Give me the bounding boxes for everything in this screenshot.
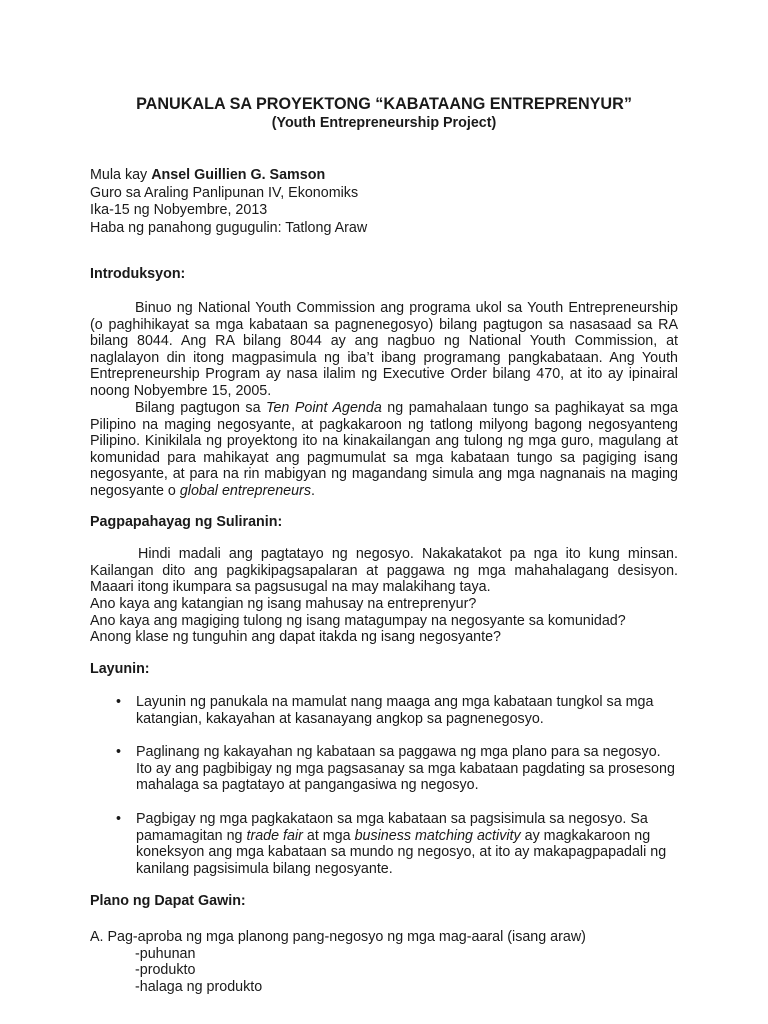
goals-list bbox=[90, 811, 678, 877]
bullet-icon: • bbox=[116, 694, 122, 710]
intro-paragraph-1: Binuo ng National Youth Commission ang programa ukol sa Youth Entrepreneurship (o paghihikayat sa mga kabataan sa pagnenegosyo) bilang pagtugon sa nasasaad sa RA bilang 8044. Ang RA bilang 8044 ay ang nagbuo ng National Youth Commission, at naglalayon din itong magpasimula ng iba’t ibang programang pangkabataan. Ang Youth Entrepreneurship Program ay nasa ilalim ng Executive Order bilang 470, at ito ay ipinairal noong Nobyembre 15, 2005. bbox=[90, 300, 678, 399]
problem-paragraph: Hindi madali ang pagtatayo ng negosyo. Nakakatakot pa nga ito kung minsan. Kailangan dito ang pagkikipagsapalaran at paggawa ng mga mahahalagang desisyon. Maaari itong ikumpara sa pagsusugal na may malakihang taya. bbox=[90, 546, 678, 595]
plan-list bbox=[90, 929, 678, 995]
bullet-icon: • bbox=[116, 744, 122, 760]
author-name: Ansel Guillien G. Samson bbox=[151, 167, 326, 183]
document-subtitle: (Youth Entrepreneurship Project) bbox=[271, 115, 497, 131]
intro-heading: Introduksyon: bbox=[90, 266, 186, 282]
problem-question-2: Ano kaya ang magiging tulong ng isang matagumpay na negosyante sa komunidad? bbox=[90, 612, 626, 629]
author-role: Guro sa Araling Panlipunan IV, Ekonomiks bbox=[90, 184, 359, 201]
goal-item: • Pagbigay ng mga pagkakataon sa mga kabataan sa pagsisimula sa negosyo. Sa pamamagitan ng trade fair at mga business matching activity ay magkakaroon ng koneksyon ang mga kabataan sa mundo ng negosyo, at ito ay makapagpapadali ng kanilang pagsisimula bilang negosyante. bbox=[116, 811, 667, 877]
plan-subitem: -halaga ng produkto bbox=[135, 978, 263, 995]
bullet-icon: • bbox=[116, 811, 122, 827]
author-line bbox=[90, 167, 678, 185]
plan-heading: Plano ng Dapat Gawin: bbox=[90, 893, 246, 909]
document-meta bbox=[90, 167, 678, 237]
goals-list bbox=[90, 744, 678, 794]
from-prefix: Mula kay bbox=[90, 167, 152, 183]
goals-list bbox=[90, 694, 678, 727]
document-title: PANUKALA SA PROYEKTONG “KABATAANG ENTREPRENYUR” bbox=[136, 95, 632, 113]
goal-item: • Paglinang ng kakayahan ng kabataan sa paggawa ng mga plano para sa negosyo. Ito ay ang pagbibigay ng mga pagsasanay sa mga kabataan pagdating sa prosesong mahalaga sa pagtatayo at pangangasiwa ng negosyo. bbox=[116, 744, 675, 793]
goal-item: • Layunin ng panukala na mamulat nang maaga ang mga kabataan tungkol sa mga katangian, kakayahan at kasanayang angkop sa pagnenegosyo. bbox=[116, 694, 654, 727]
document-date: Ika-15 ng Nobyembre, 2013 bbox=[90, 202, 268, 218]
problem-heading: Pagpapahayag ng Suliranin: bbox=[90, 514, 283, 530]
intro-paragraph-2: Bilang pagtugon sa Ten Point Agenda ng pamahalaan tungo sa paghikayat sa mga Pilipino na maging negosyante, at pagkakaroon ng tatlong milyong bagong negosyanteng Pilipino. Kinikilala ng proyektong ito na kinakailangan ang tulong ng mga guro, magulang at komunidad para mahikayat ang pagmumulat sa mga kabataan tungo sa pagiging isang negosyante, at para na rin mabigyan ng magandang simula ang mga nagnanais na maging negosyante o global entrepreneurs. bbox=[90, 400, 678, 499]
plan-item-a: A. Pag-aproba ng mga planong pang-negosyo ng mga mag-aaral (isang araw) bbox=[90, 929, 586, 945]
plan-subitem: -puhunan bbox=[135, 945, 196, 962]
plan-subitem: -produkto bbox=[135, 962, 196, 978]
duration-line: Haba ng panahong gugugulin: Tatlong Araw bbox=[90, 219, 368, 236]
goals-heading: Layunin: bbox=[90, 661, 150, 677]
problem-question-1: Ano kaya ang katangian ng isang mahusay na entreprenyur? bbox=[90, 596, 477, 612]
problem-question-3: Anong klase ng tunguhin ang dapat itakda ng isang negosyante? bbox=[90, 629, 501, 645]
